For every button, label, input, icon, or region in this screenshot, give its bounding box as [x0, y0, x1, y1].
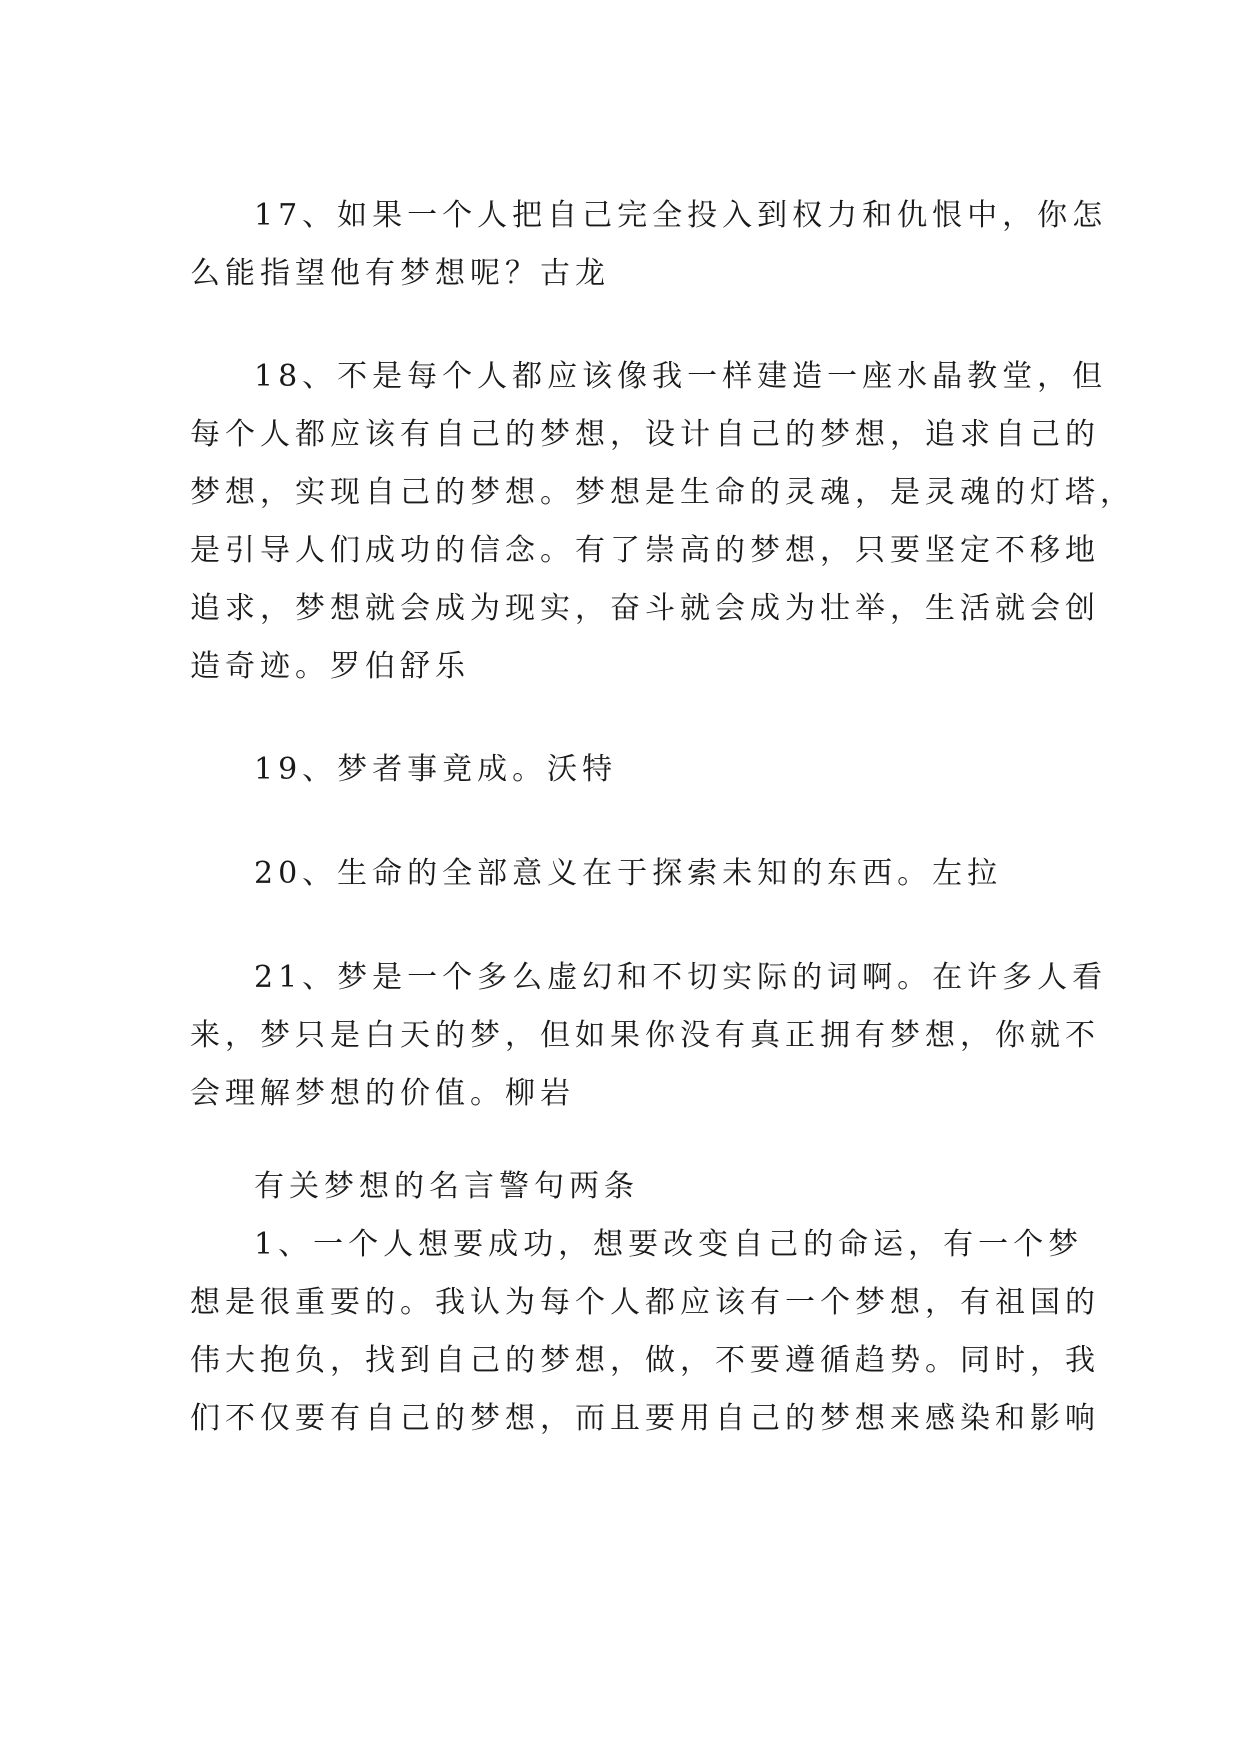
text-line: 会理解梦想的价值。柳岩 — [190, 1076, 575, 1111]
text-line: 造奇迹。罗伯舒乐 — [190, 649, 470, 684]
text-line: 么能指望他有梦想呢？古龙 — [190, 256, 610, 291]
quote-18-paragraph — [190, 349, 1135, 697]
text-line: 来，梦只是白天的梦，但如果你没有真正拥有梦想，你就不 — [190, 1018, 1100, 1053]
text-line: 21、梦是一个多么虚幻和不切实际的词啊。在许多人看 — [254, 960, 1108, 995]
text-line: 18、不是每个人都应该像我一样建造一座水晶教堂，但 — [254, 359, 1108, 394]
text-line: 是引导人们成功的信念。有了崇高的梦想，只要坚定不移地 — [190, 533, 1100, 568]
text-line: 们不仅要有自己的梦想，而且要用自己的梦想来感染和影响 — [190, 1401, 1100, 1436]
text-line: 17、如果一个人把自己完全投入到权力和仇恨中，你怎 — [254, 198, 1108, 233]
quote-19-paragraph — [190, 742, 1060, 800]
text-line: 20、生命的全部意义在于探索未知的东西。左拉 — [254, 856, 1003, 891]
quote-20-paragraph — [190, 846, 1060, 904]
text-line: 伟大抱负，找到自己的梦想，做，不要遵循趋势。同时，我 — [190, 1343, 1100, 1378]
text-line: 19、梦者事竟成。沃特 — [254, 752, 618, 787]
text-line: 1、一个人想要成功，想要改变自己的命运，有一个梦 — [254, 1227, 1084, 1262]
text-line: 每个人都应该有自己的梦想，设计自己的梦想，追求自己的 — [190, 417, 1100, 452]
quote-21-paragraph — [190, 950, 1108, 1124]
text-line: 梦想，实现自己的梦想。梦想是生命的灵魂，是灵魂的灯塔， — [190, 475, 1135, 510]
section-heading: 有关梦想的名言警句两条 — [254, 1169, 639, 1204]
text-line: 追求，梦想就会成为现实，奋斗就会成为壮举，生活就会创 — [190, 591, 1100, 626]
text-line: 想是很重要的。我认为每个人都应该有一个梦想，有祖国的 — [190, 1285, 1100, 1320]
quote-17-paragraph — [190, 188, 1108, 304]
section-two-paragraph — [190, 1159, 1100, 1449]
